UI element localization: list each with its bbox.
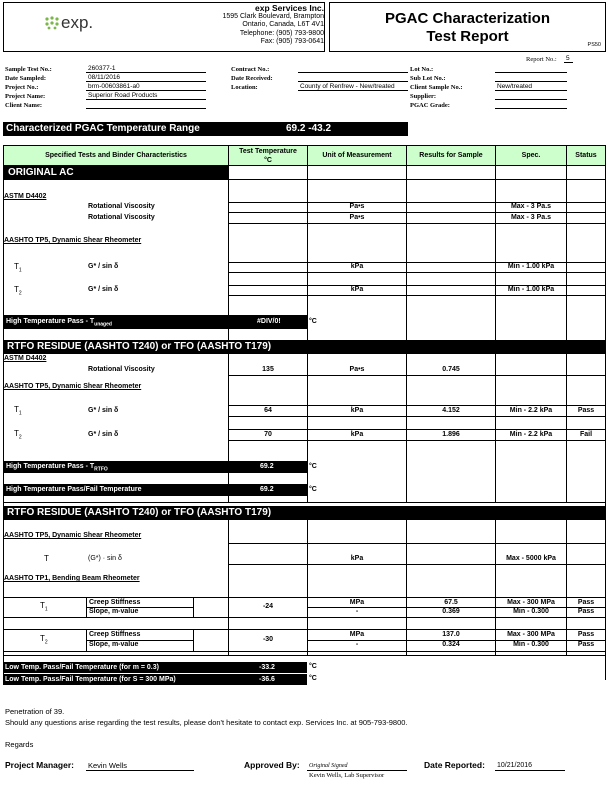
rtfo1-astm-label: ASTM D4402 (4, 355, 47, 362)
low-temp-s-value: -36.6 (259, 676, 275, 683)
date-received-label: Date Received: (231, 75, 273, 82)
project-name-label: Project Name: (5, 93, 46, 100)
supplier-label: Supplier: (410, 93, 437, 100)
location-value: County of Renfrew - New/treated (298, 83, 408, 91)
original-high-temp-label: High Temperature Pass - $T_{unaged}$ (6, 318, 112, 328)
regards-text: Regards (5, 740, 34, 749)
date-reported-value: 10/21/2016 (495, 761, 565, 771)
rtfo2-t1-creep-result: 67.5 (444, 599, 458, 606)
rtfo2-t-spec: Max - 5000 kPa (506, 555, 556, 562)
rtfo1-high-pf-label: High Temperature Pass/Fail Temperature (6, 486, 142, 493)
date-received-value (298, 74, 408, 82)
pgac-range-label: Characterized PGAC Temperature Range (6, 123, 200, 134)
rtfo1-t1-spec: Min - 2.2 kPa (509, 407, 553, 414)
rtfo2-title: RTFO RESIDUE (AASHTO T240) or TFO (AASHTO T179) (7, 507, 272, 518)
original-t2-spec: Min - 1.00 kPa (507, 286, 555, 293)
company-logo (44, 13, 104, 35)
rtfo1-rv-temp: 135 (262, 366, 274, 373)
rtfo2-t2-slope-result: 0.324 (442, 641, 460, 648)
rtfo1-t2-prop: G* / sin δ (88, 431, 119, 438)
original-rv1-name: Rotational Viscosity (88, 203, 155, 210)
rtfo1-high-temp-label: High Temperature Pass - $T_{RTFO}$ (6, 463, 108, 473)
rtfo2-t1-slope-result: 0.369 (442, 608, 460, 615)
rtfo1-t1-status: Pass (577, 407, 595, 414)
pgac-grade-label: PGAC Grade: (410, 102, 450, 109)
original-t2-label: $T_2$ (14, 285, 22, 297)
project-no-value: brm-00603861-a0 (86, 83, 206, 91)
rtfo1-t2-label: $T_2$ (14, 429, 22, 441)
questions-note: Should any questions arise regarding the test results, please don't hesitate to contact exp. Services Inc. at 905-793-9800. (5, 718, 408, 727)
rtfo2-t2-slope-status: Pass (577, 641, 595, 648)
rtfo1-t1-prop: G* / sin δ (88, 407, 119, 414)
date-reported-label: Date Reported: (424, 760, 485, 770)
rtfo1-high-temp-unit: °C (309, 463, 317, 470)
rtfo2-t1-creep-unit: MPa (349, 599, 365, 606)
contract-no-label: Contract No.: (231, 66, 270, 73)
pgac-grade-value (495, 101, 567, 109)
rtfo1-high-temp-bar (4, 461, 307, 473)
location-label: Location: (231, 84, 258, 91)
rtfo1-rv-name: Rotational Viscosity (88, 366, 155, 373)
approved-signature: Original Signed (307, 761, 407, 771)
date-sampled-value: 08/11/2016 (86, 74, 206, 82)
report-code: PS50 (587, 42, 601, 48)
rtfo1-t2-temp: 70 (264, 431, 272, 438)
sub-lot-no-value (495, 74, 567, 82)
rtfo1-t2-result: 1.896 (442, 431, 460, 438)
client-name-label: Client Name: (5, 102, 43, 109)
rtfo1-t2-status: Fail (579, 431, 593, 438)
contract-no-value (298, 65, 408, 73)
rtfo2-bar (3, 506, 606, 520)
rtfo2-tp1-label: AASHTO TP1, Bending Beam Rheometer (4, 575, 140, 582)
original-t1-label: $T_1$ (14, 262, 22, 274)
rtfo2-t2-creep-name: Creep Stiffness (89, 631, 141, 638)
original-rv1-unit: Pa•s (349, 203, 365, 210)
rtfo2-t1-slope-status: Pass (577, 608, 595, 615)
client-name-value (86, 101, 206, 109)
client-sample-no-label: Client Sample No.: (410, 84, 463, 91)
rtfo2-t1-creep-spec: Max - 300 MPa (507, 599, 555, 606)
rtfo2-t2-creep-status: Pass (577, 631, 595, 638)
col-header-tests: Specified Tests and Binder Characteristics (45, 152, 187, 159)
rtfo2-tp5-label: AASHTO TP5, Dynamic Shear Rheometer (4, 532, 142, 539)
pm-value: Kevin Wells (86, 761, 194, 771)
original-rv1-spec: Max - 3 Pa.s (510, 203, 552, 210)
rtfo2-t-prop: (G*) · sin δ (88, 555, 122, 562)
pgac-range-value: 69.2 -43.2 (286, 123, 332, 134)
rtfo1-tp5-label: AASHTO TP5, Dynamic Shear Rheometer (4, 383, 142, 390)
client-sample-no-value: New/treated (495, 83, 567, 91)
lot-no-value (495, 65, 567, 73)
original-high-temp-bar (4, 315, 307, 329)
original-t1-unit: kPa (350, 263, 364, 270)
rtfo2-t2-temp: -30 (262, 636, 274, 643)
project-no-label: Project No.: (5, 84, 39, 91)
rtfo1-t2-spec: Min - 2.2 kPa (509, 431, 553, 438)
pm-label: Project Manager: (5, 760, 74, 770)
original-rv2-unit: Pa•s (349, 214, 365, 221)
rtfo2-t2-creep-unit: MPa (349, 631, 365, 638)
project-name-value: Superior Road Products (86, 92, 206, 100)
rtfo2-t-label: T (44, 554, 49, 563)
pgac-range-bar (3, 122, 408, 136)
date-sampled-label: Date Sampled: (5, 75, 46, 82)
original-tp5-label: AASHTO TP5, Dynamic Shear Rheometer (4, 237, 142, 244)
approved-by-name: Kevin Wells, Lab Supervisor (309, 772, 385, 779)
company-name: exp Services Inc. (255, 3, 324, 13)
rtfo1-high-pf-value: 69.2 (260, 486, 274, 493)
low-temp-m-unit: °C (309, 663, 317, 670)
rtfo1-t1-temp: 64 (264, 407, 272, 414)
rtfo1-high-pf-unit: °C (309, 486, 317, 493)
report-title-line1: PGAC Characterization (384, 10, 551, 27)
original-high-temp-value: #DIV/0! (257, 318, 281, 325)
sub-lot-no-label: Sub Lot No.: (410, 75, 446, 82)
low-temp-s-bar (3, 674, 307, 685)
report-title-line2: Test Report (426, 28, 509, 45)
approved-label: Approved By: (244, 760, 300, 770)
original-t2-unit: kPa (350, 286, 364, 293)
original-t2-prop: G* / sin δ (88, 286, 119, 293)
company-address1: 1595 Clark Boulevard, Brampton (222, 12, 324, 20)
low-temp-m-label: Low Temp. Pass/Fail Temperature (for m = 0.3) (5, 664, 159, 671)
rtfo2-t2-creep-result: 137.0 (442, 631, 460, 638)
rtfo2-t2-slope-unit: - (355, 641, 359, 648)
low-temp-s-label: Low Temp. Pass/Fail Temperature (for S = 300 MPa) (5, 676, 176, 683)
company-fax: Fax: (905) 793-0641 (260, 38, 324, 45)
rtfo2-t1-slope-name: Slope, m-value (89, 608, 139, 615)
rtfo1-t2-unit: kPa (350, 431, 364, 438)
rtfo2-t1-creep-name: Creep Stiffness (89, 599, 141, 606)
original-t1-spec: Min - 1.00 kPa (507, 263, 555, 270)
low-temp-m-bar (3, 662, 307, 673)
col-header-temp (229, 147, 307, 165)
original-ac-title: ORIGINAL AC (8, 167, 74, 178)
sample-test-no-label: Sample Test No.: (5, 66, 52, 73)
logo-dots-icon (44, 16, 60, 30)
rtfo2-t2-slope-name: Slope, m-value (89, 641, 139, 648)
company-address2: Ontario, Canada, L6T 4V1 (242, 21, 324, 28)
rtfo1-high-pf-bar (4, 484, 307, 496)
original-rv2-spec: Max - 3 Pa.s (510, 214, 552, 221)
rtfo2-t2-slope-spec: Min - 0.300 (513, 641, 549, 648)
rtfo1-rv-result: 0.745 (442, 366, 460, 373)
company-header (3, 2, 325, 52)
rtfo2-t1-creep-status: Pass (577, 599, 595, 606)
low-temp-m-value: -33.2 (259, 664, 275, 671)
rtfo1-t1-result: 4.152 (442, 407, 460, 414)
rtfo2-t1-label: $T_1$ (40, 601, 48, 613)
penetration-note: Penetration of 39. (5, 707, 65, 716)
col-header-status: Status (575, 152, 597, 159)
original-ac-bar (4, 166, 228, 179)
report-no-value: 5 (564, 55, 573, 63)
col-header-temp-line1: Test Temperature (239, 148, 297, 155)
col-header-temp-line2: °C (264, 157, 272, 164)
rtfo1-title: RTFO RESIDUE (AASHTO T240) or TFO (AASHTO T179) (7, 341, 272, 352)
rtfo1-bar (3, 340, 606, 354)
rtfo1-t1-unit: kPa (350, 407, 364, 414)
original-rv2-name: Rotational Viscosity (88, 214, 155, 221)
supplier-value (495, 92, 567, 100)
logo-text: exp. (61, 13, 94, 32)
rtfo2-t2-label: $T_2$ (40, 634, 48, 646)
col-header-unit: Unit of Measurement (322, 152, 392, 159)
report-title-box (329, 2, 606, 52)
rtfo1-rv-unit: Pa•s (349, 366, 365, 373)
rtfo1-high-temp-value: 69.2 (260, 463, 274, 470)
report-no-label: Report No.: (526, 56, 557, 63)
original-astm-label: ASTM D4402 (4, 193, 47, 200)
original-t1-prop: G* / sin δ (88, 263, 119, 270)
rtfo2-t1-slope-spec: Min - 0.300 (513, 608, 549, 615)
sample-test-no-value: 260377-1 (86, 65, 206, 73)
company-phone: Telephone: (905) 793-9800 (239, 29, 324, 37)
rtfo2-t1-temp: -24 (262, 603, 274, 610)
rtfo1-t1-label: $T_1$ (14, 405, 22, 417)
rtfo2-t1-slope-unit: - (355, 608, 359, 615)
original-high-temp-unit: °C (309, 318, 317, 325)
rtfo2-t2-creep-spec: Max - 300 MPa (507, 631, 555, 638)
low-temp-s-unit: °C (309, 675, 317, 682)
col-header-spec: Spec. (521, 152, 541, 159)
col-header-results: Results for Sample (419, 152, 483, 159)
lot-no-label: Lot No.: (410, 66, 434, 73)
rtfo2-t-unit: kPa (350, 555, 364, 562)
